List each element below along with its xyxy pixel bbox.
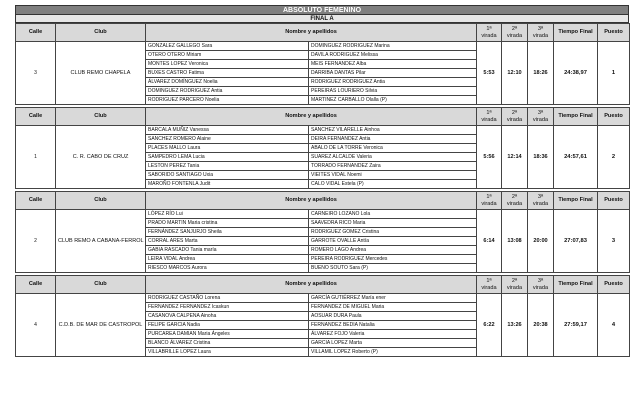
rower-name: FELIPE GARCIA Nadia (146, 321, 309, 330)
table-row (16, 294, 630, 303)
split-time-1: 6:22 (477, 294, 502, 357)
rower-name: DOMINGUEZ RODRIGUEZ Marina (309, 42, 477, 51)
rower-name: ROMERO LAGO Andrea (309, 246, 477, 255)
header-tiempo: Tiempo Final (554, 24, 598, 42)
rower-name: VILLABRILLE LOPEZ Laura (146, 348, 309, 357)
rower-name: OTERO OTERO Miriam (146, 51, 309, 60)
split-time-3: 18:36 (528, 126, 554, 189)
rower-name: BUENO SOUTO Sara (P) (309, 264, 477, 273)
virada-word: virada (481, 284, 497, 291)
virada-word: virada (481, 116, 497, 123)
virada-number: 1ª (486, 25, 492, 32)
rower-name: MONTES LOPEZ Veronica (146, 60, 309, 69)
header-nombre: Nombre y apellidos (146, 192, 477, 210)
header-virada-3 (528, 24, 554, 42)
header-puesto: Puesto (598, 24, 630, 42)
rower-name: MAROÑO FONTENLA Judit (146, 180, 309, 189)
rower-name: SAMPEDRO LEMA Lucia (146, 153, 309, 162)
header-tiempo: Tiempo Final (554, 108, 598, 126)
header-virada-2 (502, 108, 528, 126)
rower-name: GARCIA LOPEZ Marta (309, 339, 477, 348)
rower-name: RODRIGUEZ PARCERO Noelia (146, 96, 309, 105)
virada-number: 1ª (486, 277, 492, 284)
rower-name: BARCALA MUÑIZ Vanessa (146, 126, 309, 135)
virada-number: 2ª (511, 193, 518, 200)
rower-name: PURCAREA DAMIAN Maria Ángeles (146, 330, 309, 339)
header-puesto: Puesto (598, 108, 630, 126)
virada-number: 3ª (537, 277, 544, 284)
rower-name: PRADO MARTIN Maria cristina (146, 219, 309, 228)
final-position: 3 (598, 210, 630, 273)
virada-number: 2ª (511, 25, 518, 32)
header-virada-2 (502, 276, 528, 294)
virada-number: 3ª (537, 25, 544, 32)
header-puesto: Puesto (598, 192, 630, 210)
header-virada-1 (477, 108, 502, 126)
split-time-1: 5:53 (477, 42, 502, 105)
final-time: 27:59,17 (554, 294, 598, 357)
rower-name: SAAVEDRA RICO Maria (309, 219, 477, 228)
rower-name: LESTON PEREZ Tania (146, 162, 309, 171)
header-row (16, 108, 630, 126)
header-tiempo: Tiempo Final (554, 192, 598, 210)
rower-name: PEREIRA RODRIGUEZ Mercedes (309, 255, 477, 264)
header-virada-2 (502, 24, 528, 42)
rower-name: DARRIBA DANTAS Pilar (309, 69, 477, 78)
virada-word: virada (481, 200, 497, 207)
split-time-3: 18:26 (528, 42, 554, 105)
rower-name: GARROTE OVALLE Antía (309, 237, 477, 246)
rower-name: AOSUAR DURA Paula (309, 312, 477, 321)
lane-number: 1 (16, 126, 56, 189)
table-row (16, 210, 630, 219)
rower-name: CORRAL ARES Marta (146, 237, 309, 246)
split-time-3: 20:00 (528, 210, 554, 273)
rower-name: MEIS FERNANDEZ Alba (309, 60, 477, 69)
virada-word: virada (506, 284, 523, 291)
rower-name: MARTINEZ CARBALLO Olalla (P) (309, 96, 477, 105)
header-nombre: Nombre y apellidos (146, 276, 477, 294)
rower-name: BUXES CASTRO Fatima (146, 69, 309, 78)
table-row (16, 42, 630, 51)
rower-name: RIESCO MARCOS Aurora (146, 264, 309, 273)
club-name: CLUB REMO CHAPELA (56, 42, 146, 105)
rower-name: PEREIRAS LOURIERO Silvia (309, 87, 477, 96)
virada-number: 2ª (511, 277, 518, 284)
lane-number: 3 (16, 42, 56, 105)
rower-name: VILLAMIL LOPEZ Roberto (P) (309, 348, 477, 357)
table-row (16, 126, 630, 135)
virada-word: virada (532, 284, 549, 291)
rower-name: GABIA RASCADO Tania maría (146, 246, 309, 255)
virada-number: 1ª (486, 193, 492, 200)
final-position: 1 (598, 42, 630, 105)
header-calle: Calle (16, 108, 56, 126)
virada-word: virada (532, 32, 549, 39)
results-table (15, 23, 630, 357)
rower-name: RODRIGUEZ RODRIGUEZ Antia (309, 78, 477, 87)
final-label: FINAL A (15, 15, 629, 23)
lane-number: 2 (16, 210, 56, 273)
split-time-3: 20:38 (528, 294, 554, 357)
rower-name: CARNEIRO LOZANO Lola (309, 210, 477, 219)
header-virada-1 (477, 192, 502, 210)
club-name: C. R. CABO DE CRUZ (56, 126, 146, 189)
rower-name: VIEITES VIDAL Noemi (309, 171, 477, 180)
final-time: 27:07,83 (554, 210, 598, 273)
final-time: 24:57,61 (554, 126, 598, 189)
header-row (16, 24, 630, 42)
virada-word: virada (532, 200, 549, 207)
final-position: 2 (598, 126, 630, 189)
split-time-2: 12:10 (502, 42, 528, 105)
rower-name: BLANCO ÁLVAREZ Cristina (146, 339, 309, 348)
header-nombre: Nombre y apellidos (146, 24, 477, 42)
header-nombre: Nombre y apellidos (146, 108, 477, 126)
header-virada-3 (528, 276, 554, 294)
virada-word: virada (506, 32, 523, 39)
header-virada-1 (477, 276, 502, 294)
rower-name: FERNANDEZ FERNANDEZ Icaskun (146, 303, 309, 312)
header-row (16, 192, 630, 210)
rower-name: LÓPEZ RÍO Lui (146, 210, 309, 219)
rower-name: ÁLVAREZ FOJO Valeria (309, 330, 477, 339)
header-virada-3 (528, 108, 554, 126)
rower-name: TORRADO FERNANDEZ Zaira (309, 162, 477, 171)
rower-name: RODRIGUEZ GOMEZ Cristina (309, 228, 477, 237)
rower-name: ÁLVAREZ DOMÍNGUEZ Noelia (146, 78, 309, 87)
header-calle: Calle (16, 192, 56, 210)
rower-name: RODRIGUEZ CASTAÑO Lorena (146, 294, 309, 303)
rower-name: FERNANDEZ DE MIGUEL Maria (309, 303, 477, 312)
header-club: Club (56, 192, 146, 210)
virada-number: 2ª (511, 109, 518, 116)
virada-number: 3ª (537, 193, 544, 200)
club-name: C.D.B. DE MAR DE CASTROPOL (56, 294, 146, 357)
page-title: ABSOLUTO FEMENINO (15, 5, 629, 15)
split-time-2: 13:26 (502, 294, 528, 357)
header-virada-1 (477, 24, 502, 42)
header-tiempo: Tiempo Final (554, 276, 598, 294)
split-time-2: 13:08 (502, 210, 528, 273)
rower-name: CASANOVA CALPENA Ainoha (146, 312, 309, 321)
club-name: CLUB REMO A CABANA-FERROL (56, 210, 146, 273)
rower-name: DAVILA RODRIGUEZ Melissa (309, 51, 477, 60)
header-puesto: Puesto (598, 276, 630, 294)
rower-name: CALO VIDAL Estela (P) (309, 180, 477, 189)
virada-number: 1ª (486, 109, 492, 116)
rower-name: SANCHEZ VILARELLE Ainhoa (309, 126, 477, 135)
virada-word: virada (506, 116, 523, 123)
virada-word: virada (532, 116, 549, 123)
rower-name: GONZALEZ GALLEGO Sara (146, 42, 309, 51)
rower-name: GARCÍA GUTIÉRREZ María ener (309, 294, 477, 303)
rower-name: FERNÁNDEZ SANJURJO Sheila (146, 228, 309, 237)
results-sheet (15, 5, 629, 357)
rower-name: DEIRA FERNANDEZ Antia (309, 135, 477, 144)
split-time-1: 6:14 (477, 210, 502, 273)
header-calle: Calle (16, 24, 56, 42)
rower-name: SABORIDO SANTIAGO Uxia (146, 171, 309, 180)
header-virada-3 (528, 192, 554, 210)
virada-word: virada (481, 32, 497, 39)
rower-name: SUAREZ ALCALDE Valeria (309, 153, 477, 162)
rower-name: LEIRA VIDAL Andrea (146, 255, 309, 264)
header-club: Club (56, 108, 146, 126)
lane-number: 4 (16, 294, 56, 357)
rower-name: DOMINGUEZ RODRIGUEZ Antia (146, 87, 309, 96)
rower-name: PLACES MALLO Laura (146, 144, 309, 153)
header-calle: Calle (16, 276, 56, 294)
virada-word: virada (506, 200, 523, 207)
rower-name: SANCHEZ ROMERO Alaine (146, 135, 309, 144)
header-club: Club (56, 276, 146, 294)
final-position: 4 (598, 294, 630, 357)
rower-name: ABALO DE LA TORRE Veronica (309, 144, 477, 153)
split-time-1: 5:56 (477, 126, 502, 189)
split-time-2: 12:14 (502, 126, 528, 189)
rower-name: FERNANDEZ BEDIA Natalia (309, 321, 477, 330)
final-time: 24:38,97 (554, 42, 598, 105)
header-club: Club (56, 24, 146, 42)
virada-number: 3ª (537, 109, 544, 116)
header-row (16, 276, 630, 294)
header-virada-2 (502, 192, 528, 210)
